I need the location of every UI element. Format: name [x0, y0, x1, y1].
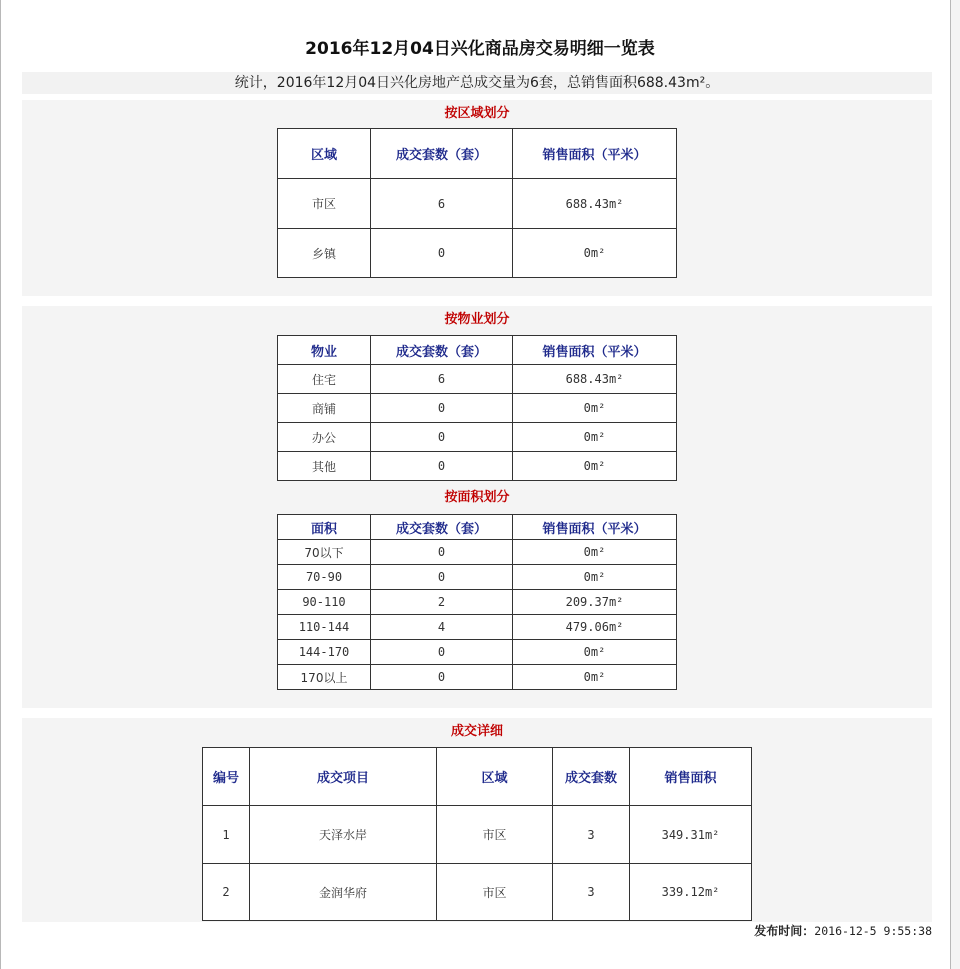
area-cell: 339.12m² [630, 864, 752, 921]
table-row [278, 394, 677, 423]
count-cell: 0 [371, 423, 513, 452]
index-cell: 1 [203, 806, 250, 864]
area-section-title: 按面积划分 [444, 490, 510, 505]
count-cell: 3 [553, 864, 630, 921]
table-row [278, 229, 677, 278]
count-cell: 0 [371, 229, 513, 278]
count-cell: 0 [371, 452, 513, 481]
table-row [278, 540, 677, 565]
count-cell: 6 [371, 179, 513, 229]
page-title: 2016年12月04日兴化商品房交易明细一览表 [305, 39, 655, 59]
region-col-header: 区域 [278, 129, 371, 179]
table-row [278, 179, 677, 229]
index-cell: 2 [203, 864, 250, 921]
area-range-cell: 70-90 [278, 565, 371, 590]
count-cell: 0 [371, 640, 513, 665]
area-cell: 0m² [513, 229, 677, 278]
count-cell: 0 [371, 665, 513, 690]
region-header-row [278, 129, 677, 179]
details-panel [22, 718, 932, 922]
table-row [278, 452, 677, 481]
property-cell: 住宅 [278, 365, 371, 394]
count-col-header: 成交套数（套） [371, 515, 513, 540]
details-header-row [203, 748, 752, 806]
area-cell: 479.06m² [513, 615, 677, 640]
area-cell: 0m² [513, 640, 677, 665]
project-col-header: 成交项目 [250, 748, 437, 806]
count-cell: 2 [371, 590, 513, 615]
count-cell: 0 [371, 540, 513, 565]
table-row [203, 806, 752, 864]
count-col-header: 成交套数（套） [371, 129, 513, 179]
region-section-title: 按区域划分 [444, 106, 510, 121]
area-range-cell: 144-170 [278, 640, 371, 665]
property-cell: 其他 [278, 452, 371, 481]
publish-label: 发布时间： [754, 924, 815, 938]
area-cell: 688.43m² [513, 179, 677, 229]
area-col-header: 销售面积 [630, 748, 752, 806]
area-col-header: 销售面积（平米） [513, 515, 677, 540]
property-header-row [278, 336, 677, 365]
area-col-header: 销售面积（平米） [513, 129, 677, 179]
details-section-title: 成交详细 [450, 724, 503, 739]
area-range-cell: 170以上 [278, 665, 371, 690]
area-table [277, 514, 677, 690]
table-row [278, 365, 677, 394]
area-cell: 0m² [513, 565, 677, 590]
region-cell: 市区 [437, 864, 553, 921]
region-cell: 市区 [278, 179, 371, 229]
region-panel [22, 100, 932, 296]
table-row [278, 423, 677, 452]
area-cell: 0m² [513, 540, 677, 565]
table-row [278, 640, 677, 665]
count-col-header: 成交套数 [553, 748, 630, 806]
scrollbar-track[interactable] [951, 0, 960, 969]
area-range-cell: 70以下 [278, 540, 371, 565]
summary-text: 统计，2016年12月04日兴化房地产总成交量为6套，总销售面积688.43m²。 [22, 72, 932, 94]
property-col-header: 物业 [278, 336, 371, 365]
details-table [202, 747, 752, 921]
area-cell: 688.43m² [513, 365, 677, 394]
region-cell: 乡镇 [278, 229, 371, 278]
property-table [277, 335, 677, 481]
table-row [278, 590, 677, 615]
area-cell: 0m² [513, 452, 677, 481]
area-header-row [278, 515, 677, 540]
region-col-header: 区域 [437, 748, 553, 806]
area-cell: 0m² [513, 665, 677, 690]
property-area-panel [22, 306, 932, 708]
area-col-header: 销售面积（平米） [513, 336, 677, 365]
area-cell: 0m² [513, 394, 677, 423]
property-cell: 商铺 [278, 394, 371, 423]
count-cell: 0 [371, 394, 513, 423]
area-cell: 349.31m² [630, 806, 752, 864]
property-cell: 办公 [278, 423, 371, 452]
index-col-header: 编号 [203, 748, 250, 806]
area-cell: 0m² [513, 423, 677, 452]
page-left-border [0, 0, 1, 969]
count-cell: 4 [371, 615, 513, 640]
table-row [278, 665, 677, 690]
publish-time [754, 922, 932, 939]
region-table [277, 128, 677, 278]
area-range-cell: 110-144 [278, 615, 371, 640]
table-row [203, 864, 752, 921]
region-cell: 市区 [437, 806, 553, 864]
count-cell: 0 [371, 565, 513, 590]
area-range-cell: 90-110 [278, 590, 371, 615]
table-row [278, 615, 677, 640]
project-link[interactable]: 金润华府 [250, 864, 437, 921]
publish-time-value: 2016-12-5 9:55:38 [814, 924, 932, 938]
project-link[interactable]: 天泽水岸 [250, 806, 437, 864]
count-col-header: 成交套数（套） [371, 336, 513, 365]
table-row [278, 565, 677, 590]
property-section-title: 按物业划分 [444, 312, 510, 327]
count-cell: 6 [371, 365, 513, 394]
area-range-col-header: 面积 [278, 515, 371, 540]
area-cell: 209.37m² [513, 590, 677, 615]
count-cell: 3 [553, 806, 630, 864]
